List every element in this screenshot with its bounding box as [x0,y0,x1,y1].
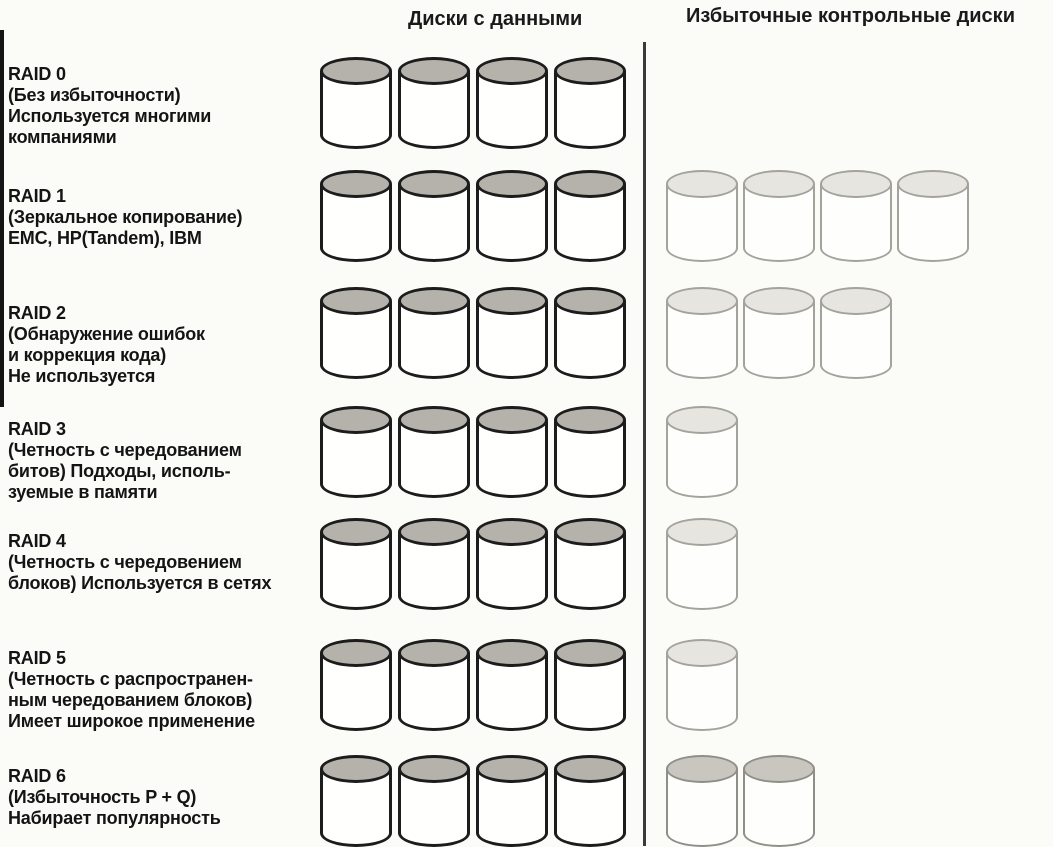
data-disk-cylinder [398,518,470,610]
redundant-disk-cylinder [666,518,738,610]
disk-cylinder-top [476,755,548,783]
data-disk-cylinder [476,287,548,379]
redundant-disk-cylinder [743,170,815,262]
disk-cylinder-top [820,287,892,315]
data-disk-cylinder [320,406,392,498]
disk-cylinder-top [320,639,392,667]
data-disk-cylinder [476,518,548,610]
raid-level-title: RAID 1 [8,186,66,206]
disk-cylinder-top [320,755,392,783]
disk-cylinder-top [743,755,815,783]
raid-level-description-line: Имеет широкое применение [8,711,255,731]
column-separator-line [643,42,646,846]
redundant-disk-cylinder [820,287,892,379]
redundant-disk-cylinder [666,170,738,262]
raid-level-description-line: (Четность с чередованием [8,440,242,460]
data-disk-cylinder [398,639,470,731]
data-disk-cylinder [554,518,626,610]
data-disk-cylinder [320,639,392,731]
data-disk-cylinder [554,170,626,262]
raid-level-description-line: (Четность с чередовением [8,552,242,572]
raid-row-label [8,766,221,829]
raid-level-description-line: EMC, HP(Tandem), IBM [8,228,202,248]
disk-cylinder-top [398,755,470,783]
raid-level-title: RAID 4 [8,531,66,551]
data-disk-cylinder [398,755,470,847]
disk-cylinder-top [554,755,626,783]
raid-level-description-line: Набирает популярность [8,808,221,828]
data-disk-cylinder [398,57,470,149]
data-disk-cylinder [320,57,392,149]
redundant-disk-cylinder [743,287,815,379]
disk-cylinder-top [554,287,626,315]
disk-cylinder-top [897,170,969,198]
raid-level-description-line: блоков) Используется в сетях [8,573,272,593]
raid-level-title: RAID 5 [8,648,66,668]
data-disk-cylinder [476,639,548,731]
raid-level-title: RAID 3 [8,419,66,439]
data-disk-cylinder [398,406,470,498]
disk-cylinder-top [320,406,392,434]
raid-level-title: RAID 0 [8,64,66,84]
disk-cylinder-top [820,170,892,198]
raid-row-label [8,186,242,249]
redundant-disk-cylinder [743,755,815,847]
disk-cylinder-top [554,518,626,546]
raid-row-label [8,303,205,387]
redundant-disks-header: Избыточные контрольные диски [686,5,1015,27]
redundant-disk-cylinder [666,639,738,731]
raid-level-description-line: (Избыточность P + Q) [8,787,197,807]
data-disk-cylinder [398,170,470,262]
disk-cylinder-top [398,639,470,667]
disk-cylinder-top [666,755,738,783]
disk-cylinder-top [398,406,470,434]
raid-level-title: RAID 6 [8,766,66,786]
disk-cylinder-top [476,57,548,85]
disk-cylinder-top [398,518,470,546]
disk-cylinder-top [554,57,626,85]
disk-cylinder-top [320,287,392,315]
disk-cylinder-top [666,639,738,667]
raid-row-label [8,531,271,594]
disk-cylinder-top [666,287,738,315]
redundant-disk-cylinder [666,755,738,847]
disk-cylinder-top [554,639,626,667]
data-disk-cylinder [476,170,548,262]
raid-level-description-line: Не используется [8,366,156,386]
data-disks-header: Диски с данными [408,8,583,30]
raid-level-description-line: компаниями [8,127,117,147]
raid-level-description-line: (Зеркальное копирование) [8,207,243,227]
data-disk-cylinder [554,755,626,847]
raid-level-description-line: (Без избыточности) [8,85,181,105]
raid-row-label [8,419,242,503]
redundant-disk-cylinder [820,170,892,262]
redundant-disk-cylinder [666,287,738,379]
disk-cylinder-top [554,170,626,198]
disk-cylinder-top [320,57,392,85]
page-edge-bar [0,30,4,407]
disk-cylinder-top [320,518,392,546]
raid-level-description-line: и коррекция кода) [8,345,167,365]
data-disk-cylinder [398,287,470,379]
disk-cylinder-top [476,518,548,546]
raid-level-description-line: ным чередованием блоков) [8,690,253,710]
disk-cylinder-top [398,287,470,315]
raid-level-title: RAID 2 [8,303,66,323]
data-disk-cylinder [320,518,392,610]
disk-cylinder-top [666,518,738,546]
disk-cylinder-top [398,170,470,198]
disk-cylinder-top [743,287,815,315]
raid-row-label [8,64,211,148]
redundant-disk-cylinder [897,170,969,262]
disk-cylinder-top [398,57,470,85]
data-disk-cylinder [320,170,392,262]
disk-cylinder-top [666,170,738,198]
data-disk-cylinder [476,755,548,847]
raid-level-description-line: (Обнаружение ошибок [8,324,205,344]
disk-cylinder-top [320,170,392,198]
disk-cylinder-top [476,170,548,198]
redundant-disk-cylinder [666,406,738,498]
data-disk-cylinder [320,287,392,379]
data-disk-cylinder [476,406,548,498]
data-disk-cylinder [554,287,626,379]
raid-level-description-line: битов) Подходы, исполь- [8,461,231,481]
disk-cylinder-top [476,287,548,315]
data-disk-cylinder [320,755,392,847]
data-disk-cylinder [554,639,626,731]
disk-cylinder-top [554,406,626,434]
raid-level-description-line: зуемые в памяти [8,482,158,502]
data-disk-cylinder [476,57,548,149]
raid-row-label [8,648,255,732]
data-disk-cylinder [554,406,626,498]
data-disk-cylinder [554,57,626,149]
disk-cylinder-top [476,639,548,667]
raid-level-description-line: Используется многими [8,106,212,126]
raid-level-description-line: (Четность с распространен- [8,669,253,689]
disk-cylinder-top [743,170,815,198]
disk-cylinder-top [666,406,738,434]
disk-cylinder-top [476,406,548,434]
